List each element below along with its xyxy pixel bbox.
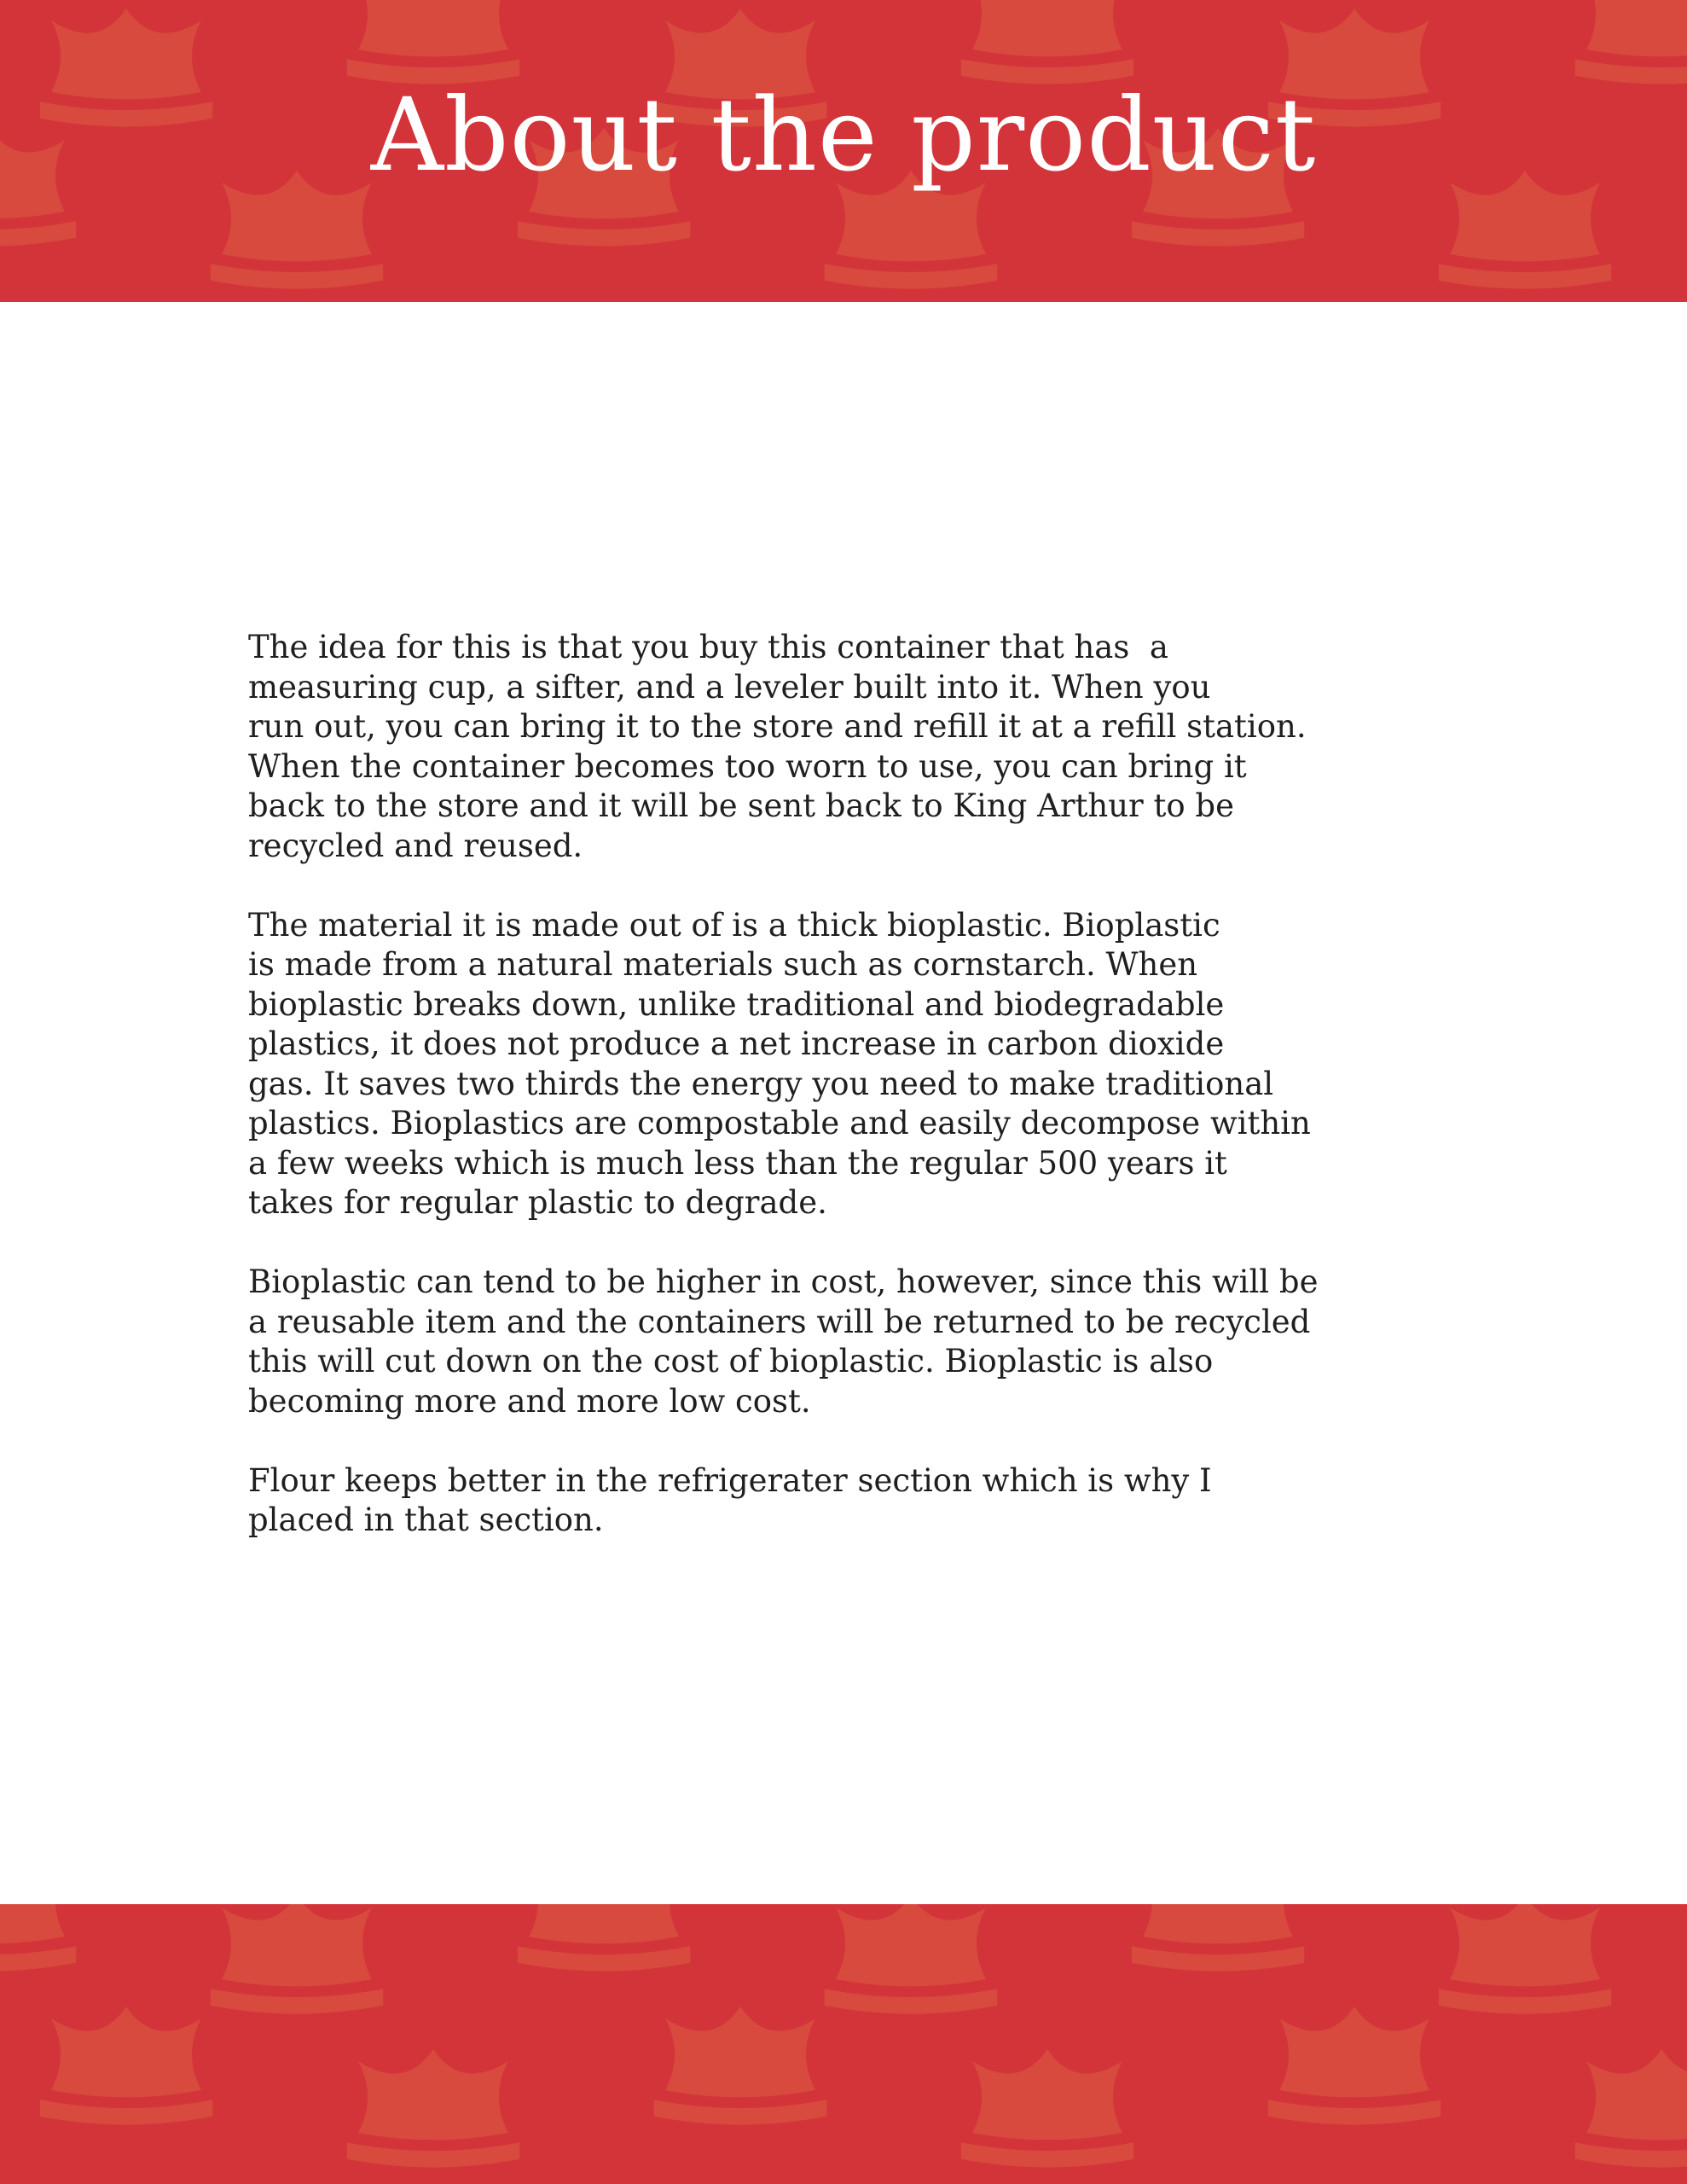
text-line: plastics, it does not produce a net increase in carbon dioxide xyxy=(248,1025,1225,1062)
text-line: bioplastic breaks down, unlike traditional and biodegradable xyxy=(248,985,1225,1023)
text-line: this will cut down on the cost of bioplastic. Bioplastic is also xyxy=(248,1343,1214,1380)
paragraph-3 xyxy=(248,1263,1459,1421)
paragraph-4 xyxy=(248,1461,1459,1541)
paragraph-1 xyxy=(248,628,1459,866)
text-line: Flour keeps better in the refrigerater section which is why I xyxy=(248,1461,1212,1499)
footer-band xyxy=(0,1904,1687,2184)
text-line: Bioplastic can tend to be higher in cost, however, since this will be xyxy=(248,1263,1319,1300)
paragraph-gap xyxy=(248,866,1459,906)
text-line: gas. It saves two thirds the energy you need to make traditional xyxy=(248,1065,1274,1102)
text-line: a few weeks which is much less than the regular 500 years it xyxy=(248,1144,1227,1182)
text-line: measuring cup, a sifter, and a leveler built into it. When you xyxy=(248,668,1211,706)
body-text xyxy=(248,628,1459,1541)
text-line: placed in that section. xyxy=(248,1502,604,1538)
text-line: takes for regular plastic to degrade. xyxy=(248,1184,827,1221)
text-line: back to the store and it will be sent back to King Arthur to be xyxy=(248,787,1234,824)
header-band xyxy=(0,0,1687,302)
paragraph-gap xyxy=(248,1223,1459,1263)
text-line: a reusable item and the containers will be returned to be recycled xyxy=(248,1303,1311,1340)
page-title: About the product xyxy=(370,76,1317,194)
text-line: becoming more and more low cost. xyxy=(248,1382,811,1420)
text-line: The idea for this is that you buy this container that has a xyxy=(248,629,1168,665)
text-line: The material it is made out of is a thick bioplastic. Bioplastic xyxy=(248,906,1220,944)
text-line: When the container becomes too worn to use, you can bring it xyxy=(248,747,1247,785)
paragraph-gap xyxy=(248,1421,1459,1461)
crown-pattern-bottom xyxy=(0,1904,1687,2184)
text-line: run out, you can bring it to the store and refill it at a refill station. xyxy=(248,708,1307,745)
text-line: plastics. Bioplastics are compostable and easily decompose within xyxy=(248,1105,1311,1141)
text-line: recycled and reused. xyxy=(248,827,583,864)
text-line: is made from a natural materials such as cornstarch. When xyxy=(248,946,1198,983)
paragraph-2 xyxy=(248,906,1459,1223)
